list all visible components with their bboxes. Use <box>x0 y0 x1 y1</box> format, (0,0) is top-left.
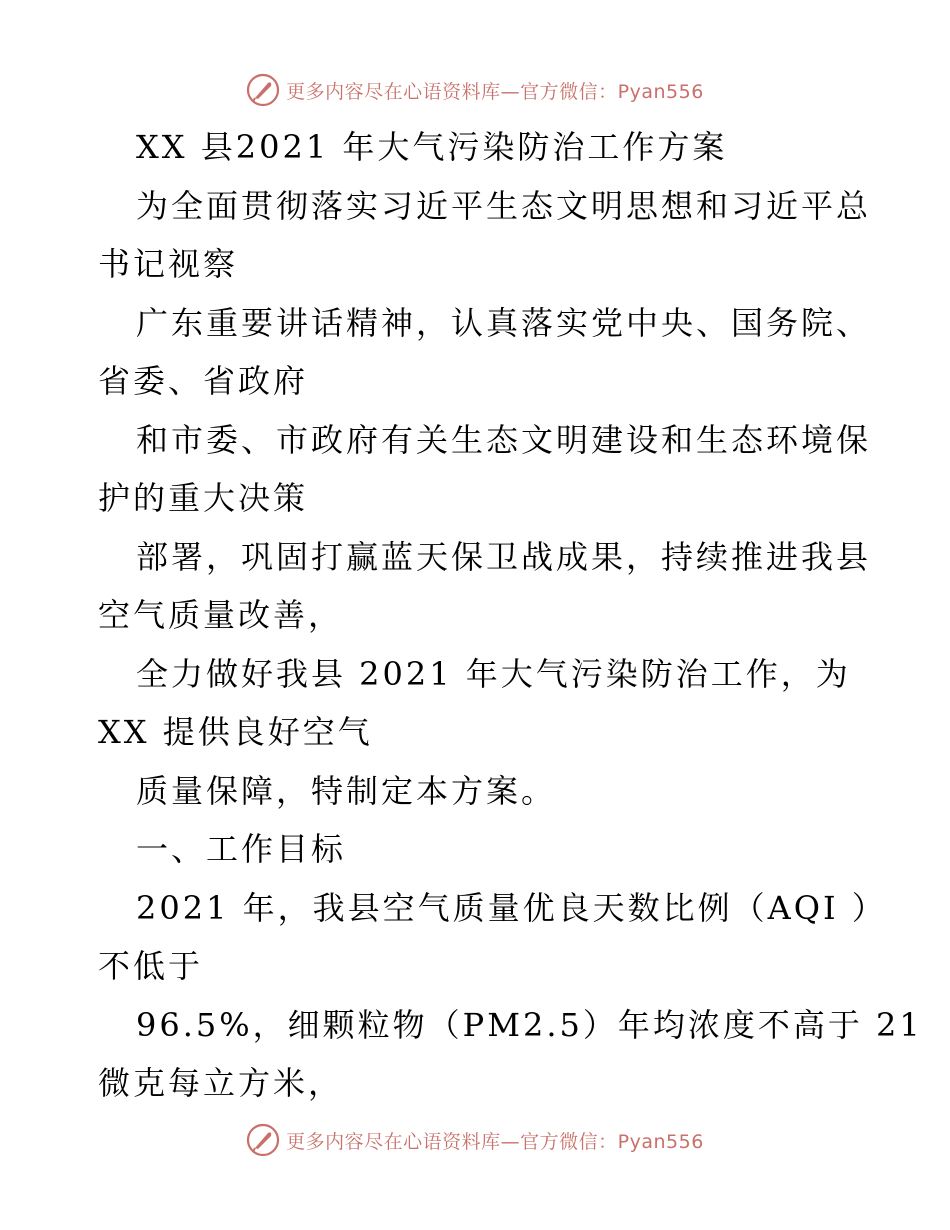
text-line: 不低于 <box>98 947 204 985</box>
text-line: 部署，巩固打赢蓝天保卫战成果，持续推进我县 <box>136 537 872 576</box>
text-line: 广东重要讲话精神，认真落实党中央、国务院、 <box>136 303 872 342</box>
header-watermark <box>0 70 950 110</box>
text-line: 全力做好我县 2021 年大气污染防治工作，为 <box>136 654 851 693</box>
text-line: 微克每立方米， <box>98 1064 344 1102</box>
text-line: XX 提供良好空气 <box>98 713 373 751</box>
text-line: 书记视察 <box>98 245 239 283</box>
text-line: 质量保障，特制定本方案。 <box>136 771 557 810</box>
document-body <box>98 118 923 1113</box>
document-title: XX 县2021 年大气污染防治工作方案 <box>136 128 728 166</box>
quill-logo-icon <box>246 1123 280 1157</box>
text-line: 空气质量改善， <box>98 596 344 634</box>
text-line: 96.5%，细颗粒物（PM2.5）年均浓度不高于 21 <box>136 1005 923 1044</box>
text-line: 2021 年，我县空气质量优良天数比例（AQI ） <box>136 888 887 927</box>
text-line: 为全面贯彻落实习近平生态文明思想和习近平总 <box>136 186 872 225</box>
watermark-text: 更多内容尽在心语资料库—官方微信：Pyan556 <box>286 1130 704 1153</box>
text-line: 一、工作目标 <box>136 830 347 868</box>
watermark-text: 更多内容尽在心语资料库—官方微信：Pyan556 <box>286 80 704 103</box>
text-line: 护的重大决策 <box>98 479 309 517</box>
text-line: 省委、省政府 <box>98 362 309 400</box>
quill-logo-icon <box>246 73 280 107</box>
footer-watermark <box>0 1120 950 1160</box>
text-line: 和市委、市政府有关生态文明建设和生态环境保 <box>136 420 872 459</box>
